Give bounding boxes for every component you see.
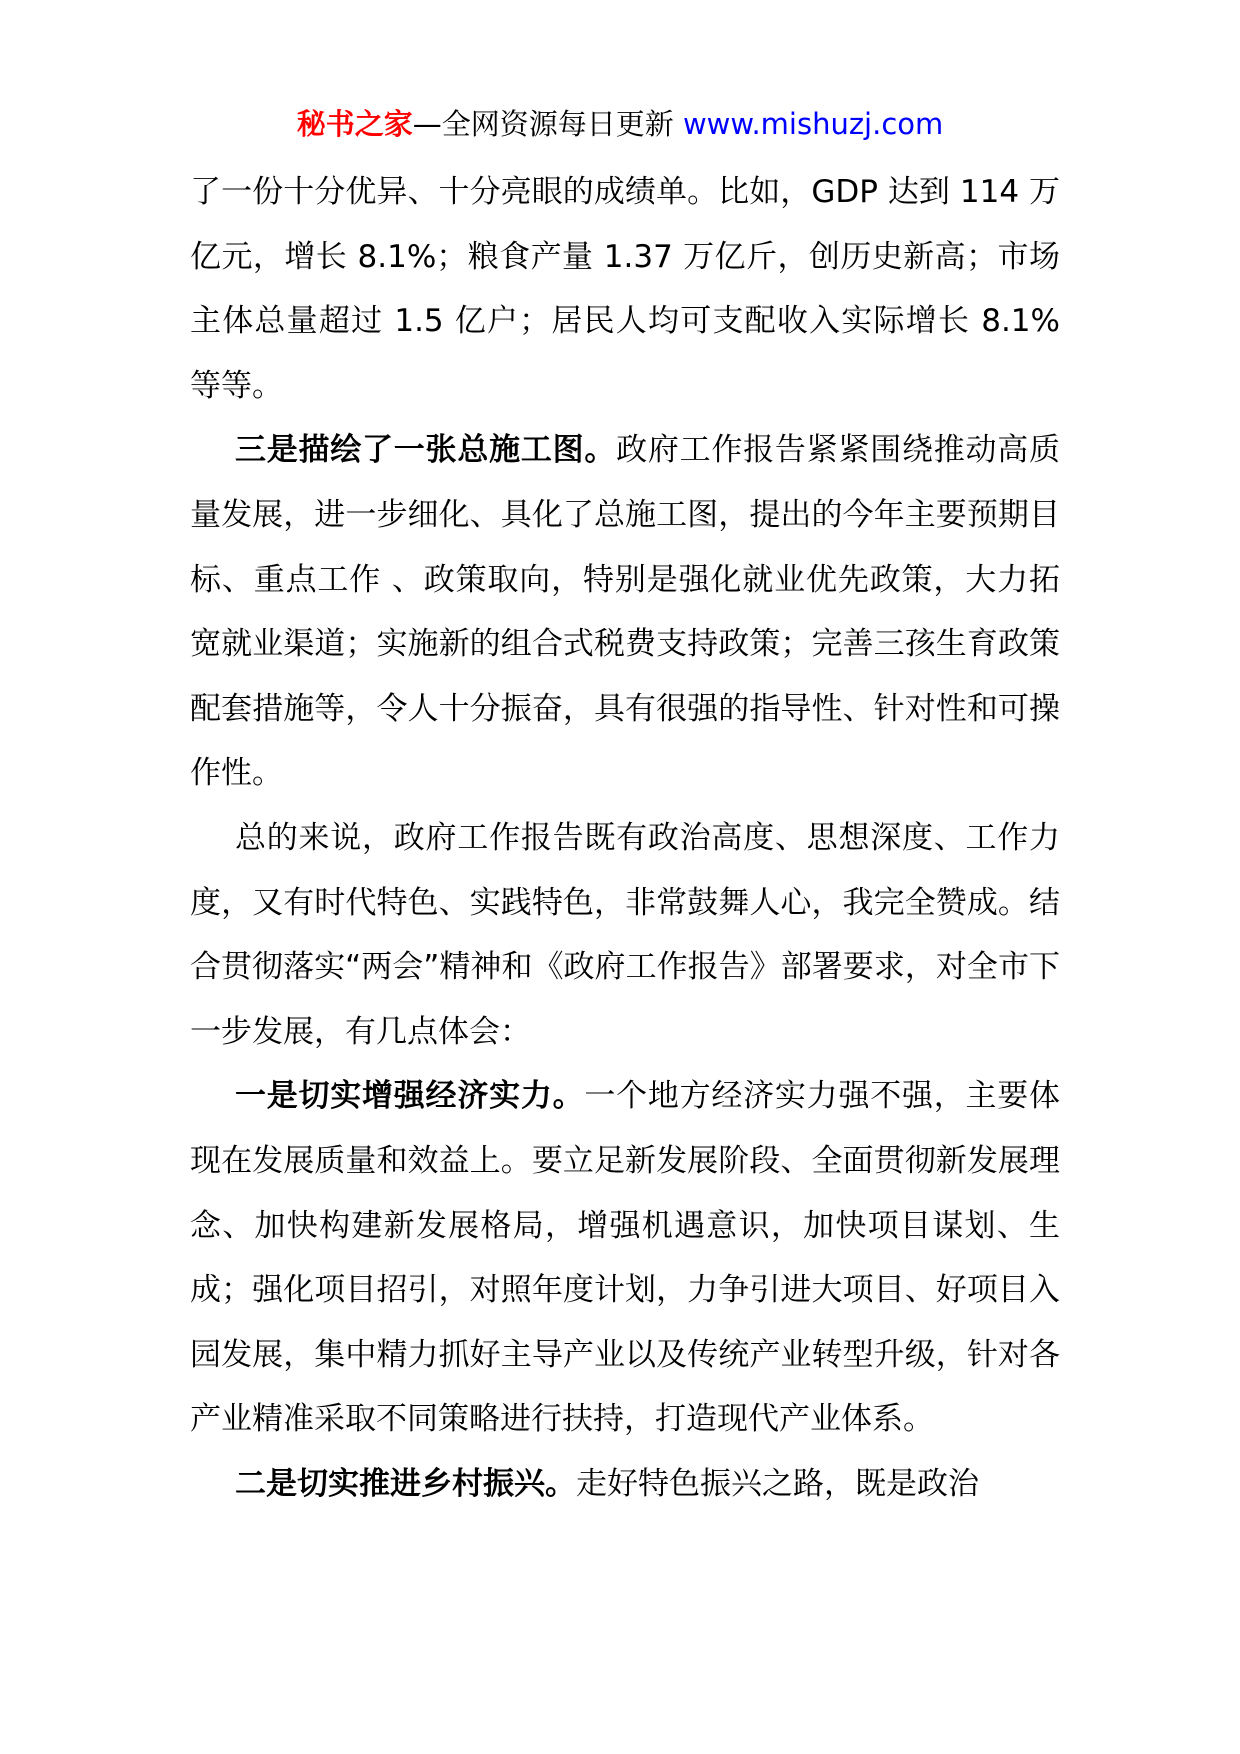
site-url-link[interactable]: www.mishuzj.com [682, 107, 944, 141]
paragraph-text: 政府工作报告紧紧围绕推动高质量发展，进一步细化、具化了总施工图，提出的今年主要预期目标、重点工作 、政策取向，特别是强化就业优先政策，大力拓宽就业渠道；实施新的组合式税费支持政策；完善三孩生育政策配套措施等，令人十分振奋，具有很强的指导性、针对性和可操作性。 [190, 432, 1061, 792]
paragraph-point-two [190, 1452, 1060, 1517]
document-body [190, 160, 1060, 1516]
paragraph-summary [190, 806, 1060, 1064]
paragraph-text: 总的来说，政府工作报告既有政治高度、思想深度、工作力度，又有时代特色、实践特色，非常鼓舞人心，我完全赞成。结合贯彻落实“两会”精神和《政府工作报告》部署要求，对全市下一步发展，有几点体会： [190, 819, 1060, 1050]
paragraph-third-point [190, 418, 1060, 806]
paragraph-text: 一个地方经济实力强不强，主要体现在发展质量和效益上。要立足新发展阶段、全面贯彻新发展理念、加快构建新发展格局，增强机遇意识，加快项目谋划、生成；强化项目招引，对照年度计划，力争引进大项目、好项目入园发展，集中精力抓好主导产业以及传统产业转型升级，针对各产业精准采取不同策略进行扶持，打造现代产业体系。 [190, 1078, 1060, 1438]
paragraph-lead: 三是描绘了一张总施工图。 [235, 432, 617, 469]
paragraph-text: 走好特色振兴之路，既是政治 [576, 1465, 979, 1502]
paragraph-lead: 一是切实增强经济实力。 [235, 1078, 585, 1115]
paragraph-continuation [190, 160, 1060, 418]
paragraph-text: 了一份十分优异、十分亮眼的成绩单。比如，GDP 达到 114 万亿元，增长 8.1%；粮食产量 1.37 万亿斤，创历史新高；市场主体总量超过 1.5 亿户；居民人均可支配收入实际增长 8.1%等等。 [190, 174, 1060, 404]
site-tagline: —全网资源每日更新 [412, 107, 683, 141]
paragraph-point-one [190, 1064, 1060, 1452]
paragraph-lead: 二是切实推进乡村振兴。 [235, 1465, 576, 1502]
site-brand: 秘书之家 [296, 107, 413, 141]
site-header [0, 104, 1240, 144]
